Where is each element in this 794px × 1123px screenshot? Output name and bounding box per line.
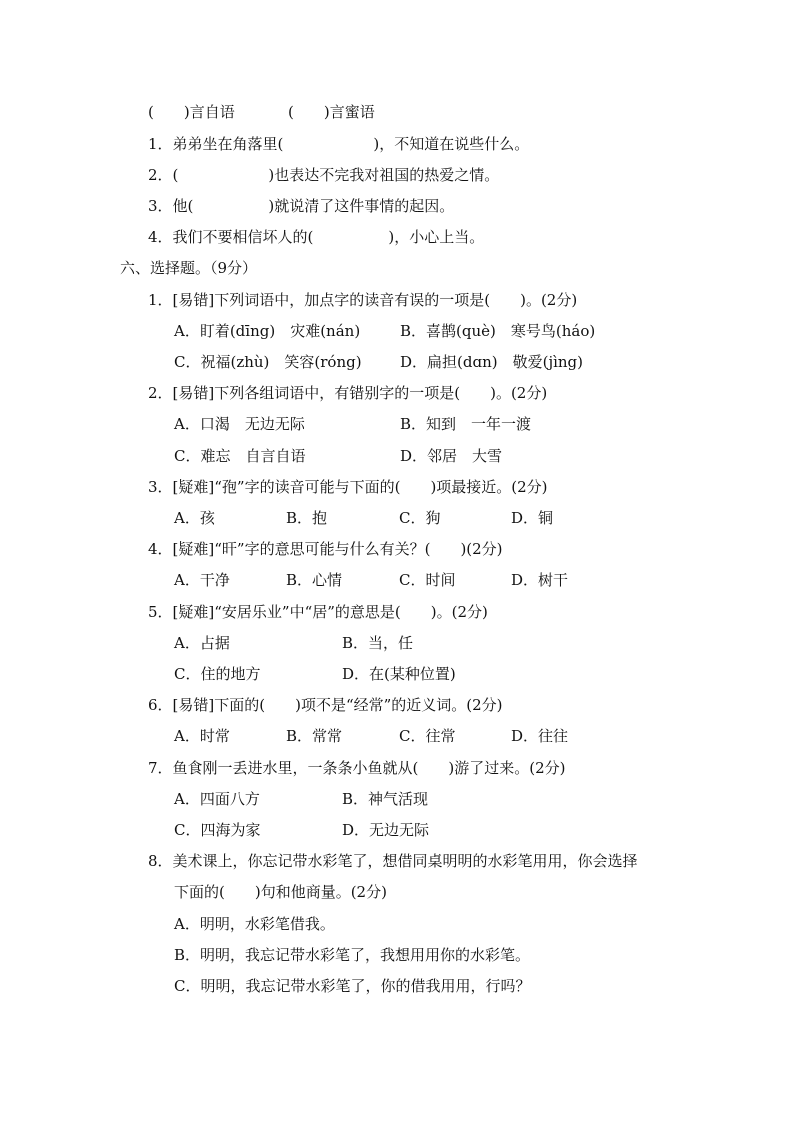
- question-8-stem-continued: 下面的( )句和他商量。(2分): [174, 883, 387, 901]
- option-c: C．四海为家: [174, 821, 261, 839]
- question-1-stem: 1．[易错]下列词语中，加点字的读音有误的一项是( )。(2分): [148, 291, 578, 309]
- option-d: D．扁担(dɑn) 敬爱(jìng): [400, 353, 584, 371]
- question-4-stem: 4．[疑难]“旰”字的意思可能与什么有关？( )(2分): [148, 540, 503, 558]
- question-8-option-c: C．明明，我忘记带水彩笔了，你的借我用用，行吗？: [174, 977, 531, 995]
- option-d: D．无边无际: [342, 821, 430, 839]
- option-a: A．孩: [174, 509, 215, 527]
- fill-sentence-3: 3．他( )就说清了这件事情的起因。: [148, 197, 455, 215]
- option-d: D．树干: [511, 571, 569, 589]
- question-5-stem: 5．[疑难]“安居乐业”中“居”的意思是( )。(2分): [148, 603, 488, 621]
- option-a: A．口渴 无边无际: [174, 415, 305, 433]
- question-8-stem: 8．美术课上，你忘记带水彩笔了，想借同桌明明的水彩笔用用，你会选择: [148, 852, 638, 870]
- option-b: B．神气活现: [342, 790, 429, 808]
- option-d: D．铜: [511, 509, 554, 527]
- fill-option-b: ( )言蜜语: [288, 103, 375, 121]
- option-c: C．往常: [399, 727, 456, 745]
- option-a: A．时常: [174, 727, 230, 745]
- option-b: B．喜鹊(què) 寒号鸟(háo): [400, 322, 596, 340]
- option-b: B．知到 一年一渡: [400, 415, 532, 433]
- option-a: A．盯着(dīng) 灾难(nán): [174, 322, 361, 340]
- option-a: A．干净: [174, 571, 230, 589]
- option-c: C．住的地方: [174, 665, 261, 683]
- option-d: D．在(某种位置): [342, 665, 456, 683]
- option-c: C．狗: [399, 509, 441, 527]
- option-b: B．当，任: [342, 634, 414, 652]
- question-8-option-a: A．明明，水彩笔借我。: [174, 915, 335, 933]
- option-b: B．心情: [286, 571, 343, 589]
- question-7-stem: 7．鱼食刚一丢进水里，一条条小鱼就从( )游了过来。(2分): [148, 759, 566, 777]
- option-c: C．祝福(zhù) 笑容(róng): [174, 353, 362, 371]
- question-3-stem: 3．[疑难]“孢”字的读音可能与下面的( )项最接近。(2分): [148, 478, 548, 496]
- option-d: D．往往: [511, 727, 569, 745]
- option-c: C．难忘 自言自语: [174, 447, 306, 465]
- fill-sentence-2: 2．( )也表达不完我对祖国的热爱之情。: [148, 166, 500, 184]
- fill-sentence-1: 1．弟弟坐在角落里( )，不知道在说些什么。: [148, 135, 530, 153]
- option-a: A．四面八方: [174, 790, 260, 808]
- option-c: C．时间: [399, 571, 456, 589]
- question-8-option-b: B．明明，我忘记带水彩笔了，我想用用你的水彩笔。: [174, 946, 531, 964]
- question-6-stem: 6．[易错]下面的( )项不是“经常”的近义词。(2分): [148, 696, 503, 714]
- option-b: B．常常: [286, 727, 343, 745]
- fill-option-a: ( )言自语: [148, 103, 235, 121]
- fill-sentence-4: 4．我们不要相信坏人的( )，小心上当。: [148, 228, 485, 246]
- section-title: 六、选择题。（9分）: [120, 259, 258, 277]
- option-b: B．抱: [286, 509, 328, 527]
- option-a: A．占据: [174, 634, 230, 652]
- question-2-stem: 2．[易错]下列各组词语中，有错别字的一项是( )。(2分): [148, 384, 548, 402]
- option-d: D．邻居 大雪: [400, 447, 503, 465]
